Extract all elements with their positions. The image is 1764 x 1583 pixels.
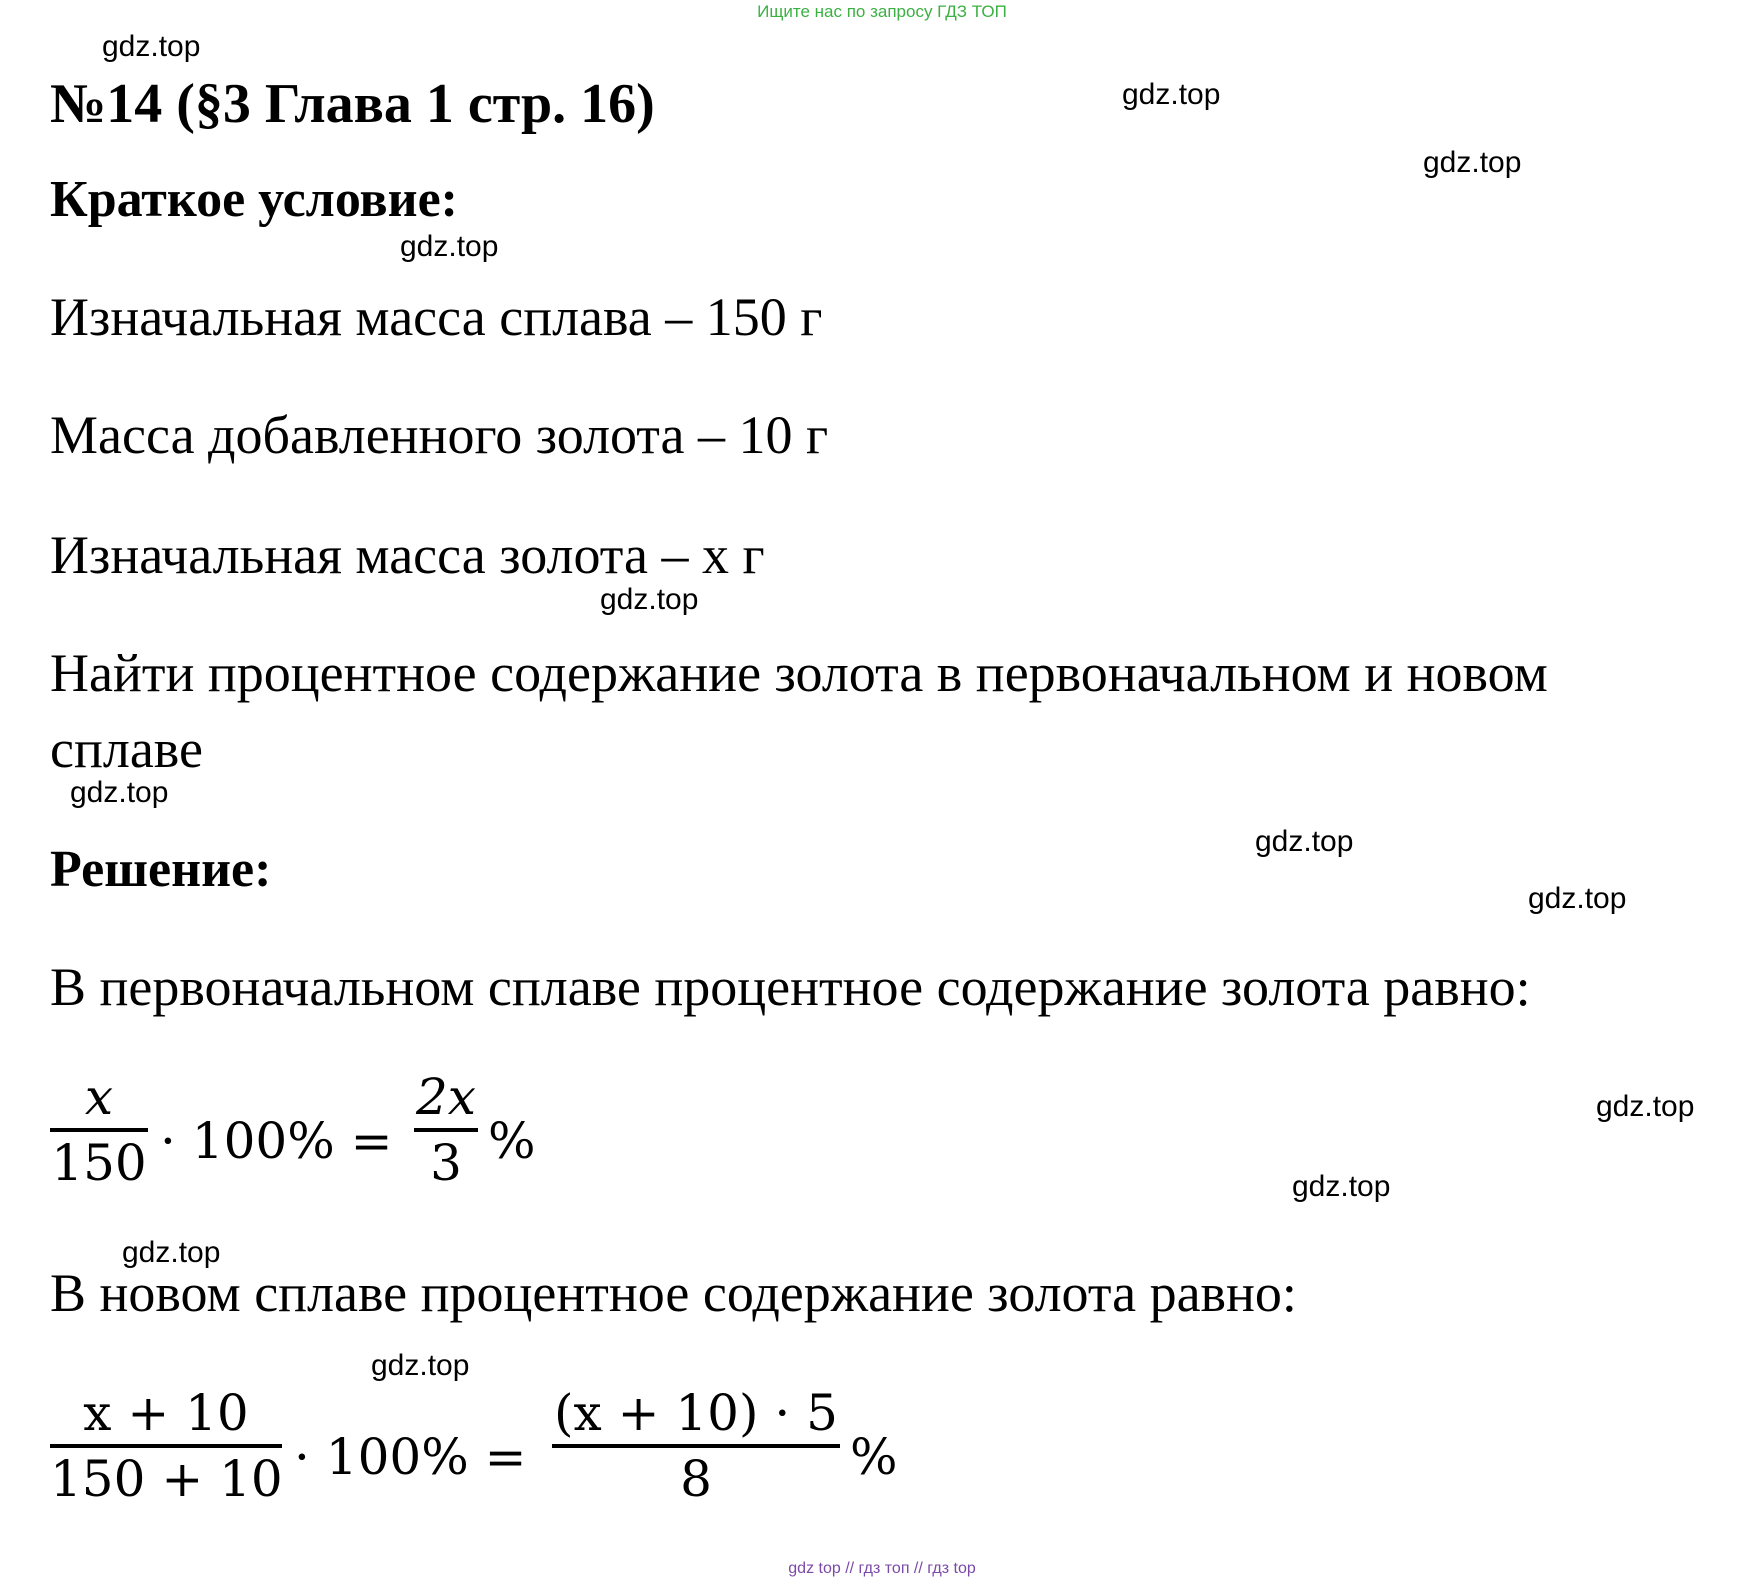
fraction bbox=[552, 1384, 840, 1508]
fraction-bar bbox=[414, 1128, 478, 1132]
condition-line: сплаве bbox=[50, 719, 203, 779]
percent-sign: % bbox=[488, 1112, 536, 1170]
watermark: gdz.top bbox=[1528, 882, 1627, 915]
watermark: gdz.top bbox=[1255, 825, 1354, 858]
denominator: 3 bbox=[430, 1134, 462, 1192]
solution-heading: Решение: bbox=[50, 841, 272, 898]
top-banner: Ищите нас по запросу ГДЗ ТОП bbox=[757, 2, 1007, 21]
watermark: gdz.top bbox=[122, 1236, 221, 1269]
fraction-bar bbox=[50, 1444, 282, 1448]
watermark: gdz.top bbox=[70, 776, 169, 809]
watermark: gdz.top bbox=[1122, 78, 1221, 111]
condition-line: Найти процентное содержание золота в первоначальном и новом bbox=[50, 643, 1548, 703]
condition-line: Изначальная масса сплава – 150 г bbox=[50, 287, 823, 347]
condition-heading: Краткое условие: bbox=[50, 171, 458, 228]
watermark: gdz.top bbox=[400, 230, 499, 263]
watermark: gdz.top bbox=[600, 583, 699, 616]
percent-sign: % bbox=[850, 1428, 898, 1486]
equation-operator: · 100% = bbox=[160, 1112, 393, 1170]
numerator: 2x bbox=[415, 1068, 476, 1126]
denominator: 8 bbox=[680, 1450, 712, 1508]
fraction-bar bbox=[552, 1444, 840, 1448]
fraction bbox=[50, 1384, 283, 1508]
watermark: gdz.top bbox=[1292, 1170, 1391, 1203]
numerator: (x + 10) · 5 bbox=[553, 1384, 838, 1442]
condition-line: Изначальная масса золота – x г bbox=[50, 525, 765, 585]
watermark: gdz.top bbox=[102, 30, 201, 63]
footer: gdz top // гдз топ // гдз top bbox=[788, 1560, 976, 1577]
watermark: gdz.top bbox=[1423, 146, 1522, 179]
equation-operator: · 100% = bbox=[294, 1428, 527, 1486]
page-title: №14 (§3 Глава 1 стр. 16) bbox=[50, 73, 655, 135]
fraction bbox=[50, 1068, 148, 1192]
watermark: gdz.top bbox=[371, 1349, 470, 1382]
solution-text: В первоначальном сплаве процентное содержание золота равно: bbox=[50, 957, 1531, 1017]
numerator: x bbox=[84, 1068, 114, 1126]
fraction-bar bbox=[50, 1128, 148, 1132]
denominator: 150 + 10 bbox=[50, 1450, 283, 1508]
watermark: gdz.top bbox=[1596, 1090, 1695, 1123]
numerator: x + 10 bbox=[83, 1384, 249, 1442]
fraction bbox=[414, 1068, 478, 1192]
condition-line: Масса добавленного золота – 10 г bbox=[50, 405, 829, 465]
solution-text: В новом сплаве процентное содержание золота равно: bbox=[50, 1263, 1297, 1323]
denominator: 150 bbox=[51, 1134, 147, 1192]
